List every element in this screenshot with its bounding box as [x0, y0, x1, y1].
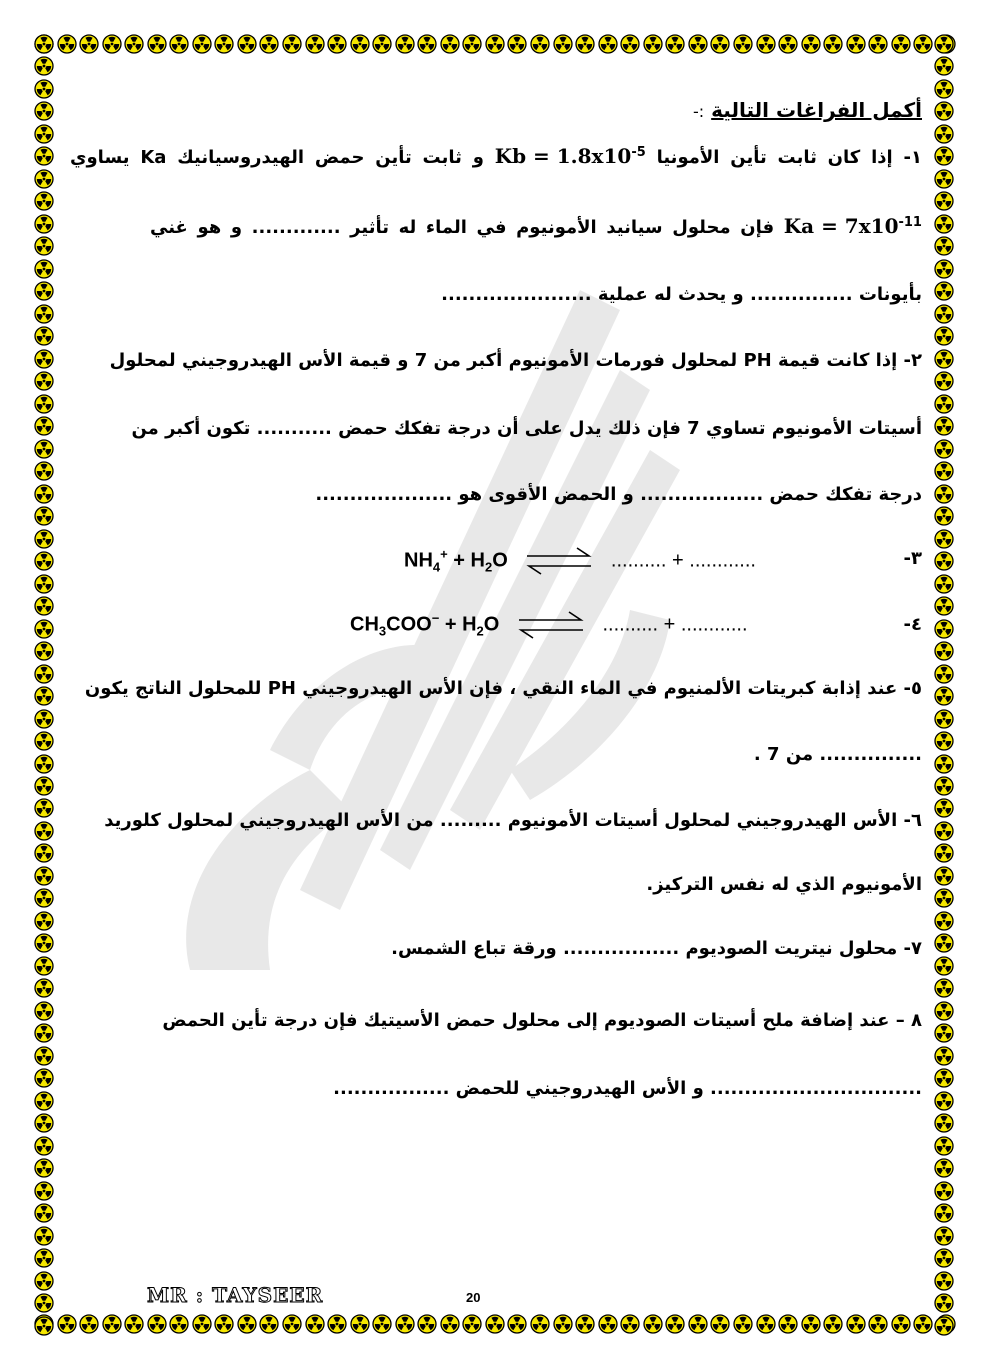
radiation-icon [34, 169, 54, 189]
radiation-icon [934, 1001, 954, 1021]
radiation-icon [934, 169, 954, 189]
radiation-icon [934, 259, 954, 279]
radiation-icon [934, 641, 954, 661]
kb-value: Kb = 1.8x10 [494, 144, 632, 168]
kb-expression [495, 144, 646, 168]
radiation-icon [395, 34, 415, 54]
radiation-icon [462, 34, 482, 54]
radiation-icon [934, 1136, 954, 1156]
radiation-icon [102, 34, 122, 54]
radiation-icon [34, 664, 54, 684]
radiation-icon [34, 1158, 54, 1178]
radiation-icon [34, 281, 54, 301]
radiation-icon [823, 34, 843, 54]
radiation-icon [934, 911, 954, 931]
radiation-icon [934, 596, 954, 616]
radiation-icon [934, 754, 954, 774]
radiation-icon [934, 34, 954, 54]
radiation-icon [34, 709, 54, 729]
radiation-icon [34, 304, 54, 324]
radiation-icon [34, 596, 54, 616]
radiation-icon [34, 1271, 54, 1291]
q6-line2: الأمونيوم الذي له نفس التركيز. [646, 874, 922, 895]
q7-line1: ٧- محلول نيتريت الصوديوم ................. ورقة تباع الشمس. [391, 938, 922, 959]
radiation-icon [934, 709, 954, 729]
ka-value: Ka = 7x10 [783, 214, 899, 238]
radiation-icon [34, 1023, 54, 1043]
q4-sub-3: 3 [378, 623, 387, 639]
q4-equation [350, 610, 748, 640]
radiation-icon [34, 79, 54, 99]
radiation-icon [34, 506, 54, 526]
radiation-icon [934, 1316, 954, 1336]
radiation-icon [507, 34, 527, 54]
radiation-icon [79, 34, 99, 54]
q4-sup-minus: − [431, 610, 440, 626]
radiation-icon [34, 754, 54, 774]
page-number: 20 [466, 1290, 481, 1305]
heading-suffix: :- [693, 102, 705, 121]
q3-plus: + [453, 549, 465, 572]
q1-text-c: يساوي [70, 147, 130, 168]
radiation-icon [34, 641, 54, 661]
radiation-icon [934, 101, 954, 121]
radiation-icon [34, 911, 54, 931]
radiation-icon [34, 978, 54, 998]
q1-text-b: و ثابت تأين حمض الهيدروسيانيك [177, 147, 484, 168]
radiation-icon [934, 798, 954, 818]
q4-reactant-ch: CH [350, 613, 379, 636]
radiation-icon [350, 34, 370, 54]
radiation-icon [934, 619, 954, 639]
radiation-icon [34, 1001, 54, 1021]
radiation-icon [934, 731, 954, 751]
radiation-icon [34, 551, 54, 571]
radiation-icon [34, 888, 54, 908]
q4-blanks: .......... + ............ [602, 613, 748, 636]
q3-sub-2: 2 [484, 559, 493, 575]
radiation-icon [934, 776, 954, 796]
radiation-icon [192, 34, 212, 54]
radiation-icon [34, 326, 54, 346]
radiation-icon [34, 933, 54, 953]
radiation-icon [34, 529, 54, 549]
q4-water-h: H [462, 613, 477, 636]
radiation-icon [778, 34, 798, 54]
ka-label: Ka [140, 147, 167, 168]
radiation-icon [34, 619, 54, 639]
q1-text-a: ١- إذا كان ثابت تأين الأمونيا [656, 147, 922, 168]
radiation-icon [934, 506, 954, 526]
q4-plus: + [444, 613, 457, 636]
radiation-icon [934, 529, 954, 549]
radiation-icon [934, 281, 954, 301]
radiation-icon [34, 776, 54, 796]
radiation-icon [934, 461, 954, 481]
q4-sub-2: 2 [476, 623, 484, 639]
radiation-icon [34, 439, 54, 459]
radiation-icon [34, 236, 54, 256]
radiation-icon [34, 1046, 54, 1066]
radiation-icon [934, 1113, 954, 1133]
radiation-icon [934, 326, 954, 346]
radiation-icon [305, 34, 325, 54]
radiation-icon [34, 1316, 54, 1336]
radiation-icon [801, 34, 821, 54]
radiation-icon [934, 1203, 954, 1223]
radiation-icon [34, 34, 54, 54]
radiation-icon [214, 34, 234, 54]
q3-sub-4: 4 [432, 559, 441, 575]
radiation-icon [575, 34, 595, 54]
radiation-icon [34, 843, 54, 863]
radiation-icon [34, 484, 54, 504]
radiation-icon [665, 34, 685, 54]
radiation-icon [868, 34, 888, 54]
radiation-icon [934, 1091, 954, 1111]
radiation-icon [34, 866, 54, 886]
radiation-icon [34, 394, 54, 414]
radiation-icon [34, 1226, 54, 1246]
radiation-icon [34, 124, 54, 144]
radiation-icon [934, 484, 954, 504]
q3-sup-plus: + [440, 546, 448, 562]
ka-exponent: -11 [898, 215, 922, 230]
radiation-icon [934, 978, 954, 998]
q2-line2: أسيتات الأمونيوم تساوي 7 فإن ذلك يدل على أن درجة تفكك حمض ........... تكون أكبر من [131, 418, 922, 439]
radiation-icon [34, 574, 54, 594]
radiation-icon [934, 191, 954, 211]
radiation-icon [934, 146, 954, 166]
radiation-icon [169, 34, 189, 54]
radiation-icon [934, 236, 954, 256]
radiation-icon [934, 956, 954, 976]
right-border [934, 34, 956, 1336]
top-border [34, 34, 956, 56]
radiation-icon [934, 1158, 954, 1178]
radiation-icon [934, 79, 954, 99]
ka-expression [784, 214, 922, 238]
radiation-icon [934, 933, 954, 953]
radiation-icon [34, 461, 54, 481]
radiation-icon [688, 34, 708, 54]
q3-water-h: H [470, 549, 485, 572]
radiation-icon [147, 34, 167, 54]
radiation-icon [34, 1113, 54, 1133]
q8-line2: ............................... و الأس الهيدروجيني للحمض ................. [333, 1078, 922, 1099]
q4-reactant-coo: COO [386, 613, 432, 636]
radiation-icon [34, 259, 54, 279]
radiation-icon [417, 34, 437, 54]
radiation-icon [34, 56, 54, 76]
radiation-icon [34, 214, 54, 234]
radiation-icon [372, 34, 392, 54]
radiation-icon [934, 1046, 954, 1066]
radiation-icon [34, 1068, 54, 1088]
radiation-icon [934, 56, 954, 76]
radiation-icon [934, 843, 954, 863]
radiation-icon [756, 34, 776, 54]
radiation-icon [934, 1248, 954, 1268]
radiation-icon [34, 416, 54, 436]
equilibrium-arrows-icon [523, 546, 595, 576]
q3-number: ٣- [903, 548, 922, 569]
radiation-icon [846, 34, 866, 54]
q4-water-o: O [483, 613, 500, 636]
radiation-icon [934, 124, 954, 144]
radiation-icon [934, 1271, 954, 1291]
q2-line3: درجة تفكك حمض .................. و الحمض الأقوى هو .................... [315, 484, 922, 505]
radiation-icon [934, 574, 954, 594]
radiation-icon [913, 34, 933, 54]
radiation-icon [934, 1023, 954, 1043]
radiation-icon [934, 394, 954, 414]
q6-line1: ٦- الأس الهيدروجيني لمحلول أسيتات الأمونيوم ......... من الأس الهيدروجيني لمحلول كلوريد [104, 810, 922, 831]
radiation-icon [34, 101, 54, 121]
q1-line3: بأيونات ............... و يحدث له عملية ...................... [441, 284, 922, 305]
radiation-icon [237, 34, 257, 54]
q1-line1 [70, 144, 922, 168]
radiation-icon [34, 371, 54, 391]
q3-blanks: .......... + ............ [610, 549, 756, 572]
radiation-icon [34, 686, 54, 706]
radiation-icon [57, 34, 77, 54]
radiation-icon [124, 34, 144, 54]
q2-line1: ٢- إذا كانت قيمة PH لمحلول فورمات الأمونيوم أكبر من 7 و قيمة الأس الهيدروجيني لمحلول [109, 350, 922, 371]
radiation-icon [34, 821, 54, 841]
author-signature: MR : TAYSEER [147, 1283, 324, 1307]
radiation-icon [934, 866, 954, 886]
radiation-icon [934, 888, 954, 908]
radiation-icon [34, 1203, 54, 1223]
radiation-icon [934, 371, 954, 391]
radiation-icon [34, 146, 54, 166]
radiation-icon [34, 191, 54, 211]
radiation-icon [530, 34, 550, 54]
q3-reactant-nh: NH [404, 549, 433, 572]
q1-text-d: فإن محلول سيانيد الأمونيوم في الماء له تأثير ............. و هو غني [150, 217, 775, 238]
radiation-icon [440, 34, 460, 54]
page-heading [693, 98, 922, 122]
radiation-icon [34, 956, 54, 976]
q3-water-o: O [492, 549, 508, 572]
worksheet [70, 80, 922, 1320]
q5-line2: ............... من 7 . [753, 744, 922, 765]
radiation-icon [485, 34, 505, 54]
kb-exponent: -5 [631, 145, 646, 160]
radiation-icon [934, 1226, 954, 1246]
radiation-icon [282, 34, 302, 54]
radiation-icon [259, 34, 279, 54]
radiation-icon [934, 1181, 954, 1201]
radiation-icon [34, 1136, 54, 1156]
radiation-icon [934, 439, 954, 459]
radiation-icon [934, 821, 954, 841]
q8-line1: ٨ – عند إضافة ملح أسيتات الصوديوم إلى محلول حمض الأسيتيك فإن درجة تأين الحمض [162, 1010, 922, 1031]
radiation-icon [934, 1068, 954, 1088]
radiation-icon [934, 416, 954, 436]
radiation-icon [598, 34, 618, 54]
radiation-icon [34, 1293, 54, 1313]
radiation-icon [934, 1293, 954, 1313]
radiation-icon [934, 304, 954, 324]
radiation-icon [34, 1181, 54, 1201]
q3-equation [404, 546, 756, 576]
radiation-icon [643, 34, 663, 54]
radiation-icon [934, 686, 954, 706]
radiation-icon [34, 1091, 54, 1111]
radiation-icon [710, 34, 730, 54]
radiation-icon [934, 214, 954, 234]
radiation-icon [553, 34, 573, 54]
q5-line1: ٥- عند إذابة كبريتات الألمنيوم في الماء النقي ، فإن الأس الهيدروجيني PH للمحلول الناتج يكون [84, 678, 922, 699]
radiation-icon [934, 551, 954, 571]
radiation-icon [34, 731, 54, 751]
radiation-icon [733, 34, 753, 54]
heading-title: أكمل الفراغات التالية [711, 98, 922, 122]
radiation-icon [934, 349, 954, 369]
radiation-icon [327, 34, 347, 54]
q1-line2 [150, 214, 922, 238]
radiation-icon [34, 1248, 54, 1268]
radiation-icon [34, 798, 54, 818]
left-border [34, 34, 56, 1336]
equilibrium-arrows-icon [515, 610, 587, 640]
radiation-icon [891, 34, 911, 54]
radiation-icon [934, 664, 954, 684]
radiation-icon [34, 349, 54, 369]
radiation-icon [620, 34, 640, 54]
q4-number: ٤- [903, 614, 922, 635]
